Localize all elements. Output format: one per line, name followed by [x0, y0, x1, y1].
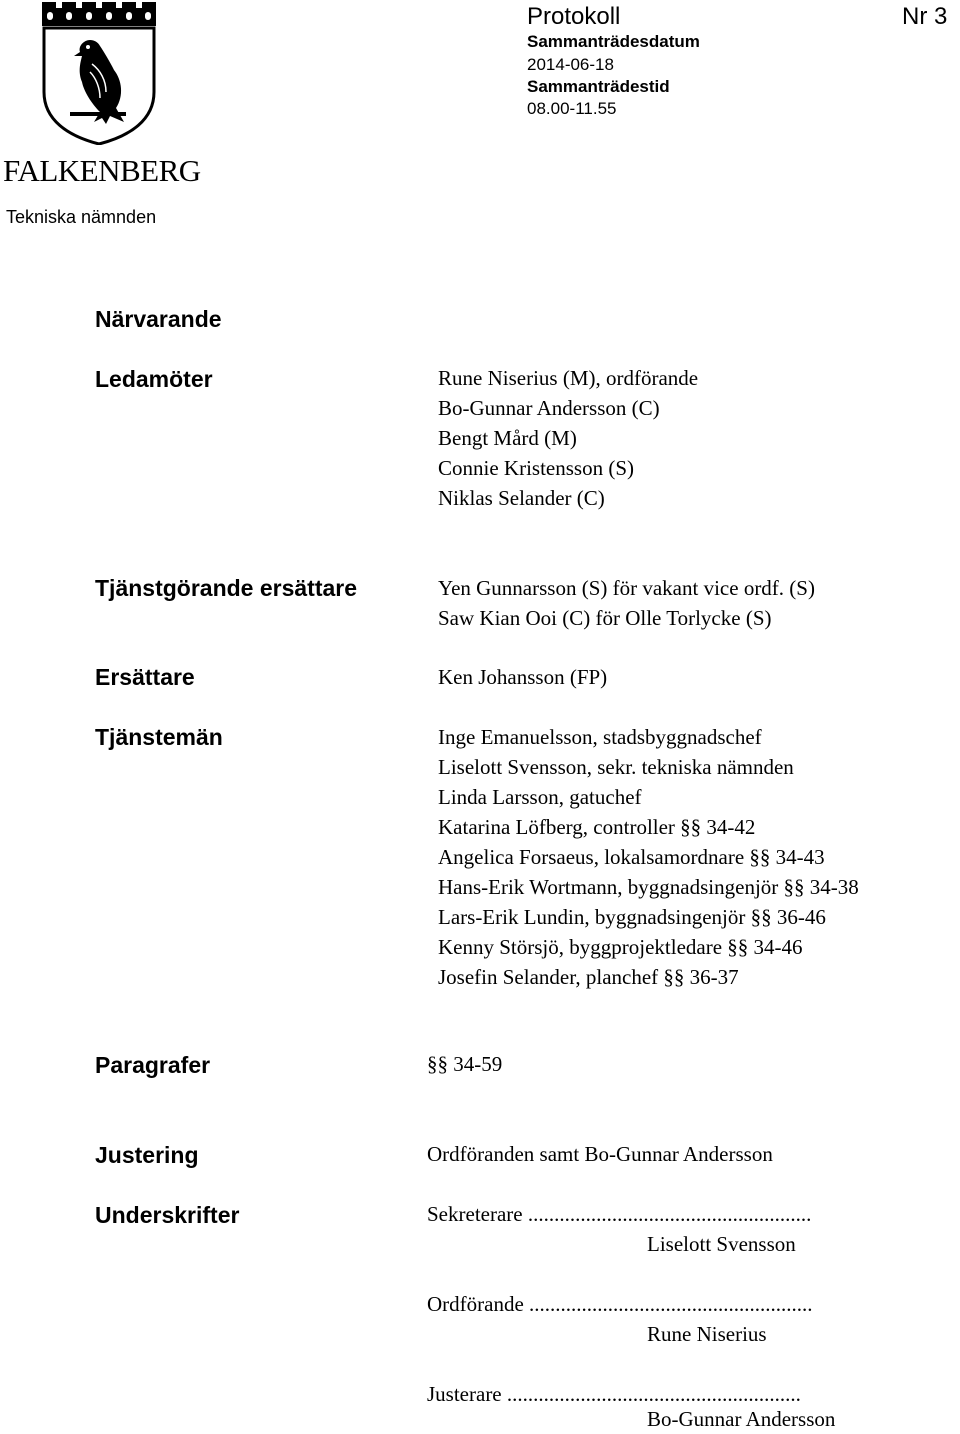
- falkenberg-coat-of-arms-logo: [40, 0, 158, 145]
- official-item: Liselott Svensson, sekr. tekniska nämnden: [438, 755, 794, 779]
- member-item: Niklas Selander (C): [438, 486, 605, 510]
- officials-label: Tjänstemän: [95, 724, 223, 750]
- signature-line-chair: Ordförande ......................................................: [427, 1292, 813, 1316]
- official-item: Hans-Erik Wortmann, byggnadsingenjör §§ 34-38: [438, 875, 859, 899]
- signature-line-adjuster: Justerare ........................................................: [427, 1382, 801, 1406]
- official-item: Josefin Selander, planchef §§ 36-37: [438, 965, 739, 989]
- serving-substitutes-label: Tjänstgörande ersättare: [95, 575, 358, 601]
- member-item: Rune Niserius (M), ordförande: [438, 366, 699, 390]
- signature-line-secretary: Sekreterare ......................................................: [427, 1202, 812, 1226]
- paragraphs-label: Paragrafer: [95, 1052, 211, 1078]
- adjustment-value: Ordföranden samt Bo-Gunnar Andersson: [427, 1142, 773, 1166]
- members-label: Ledamöter: [95, 366, 213, 392]
- meeting-date-label: Sammanträdesdatum: [527, 32, 700, 51]
- document-number: Nr 3: [902, 3, 948, 30]
- member-item: Connie Kristensson (S): [438, 456, 634, 480]
- signatures-label: Underskrifter: [95, 1202, 240, 1228]
- department-name: Tekniska nämnden: [6, 207, 157, 227]
- members-list: [438, 363, 698, 513]
- official-item: Linda Larsson, gatuchef: [438, 785, 642, 809]
- paragraphs-value: §§ 34-59: [427, 1052, 503, 1076]
- municipality-name: FALKENBERG: [3, 153, 201, 188]
- officials-list: [438, 722, 859, 992]
- signature-name-adjuster: Bo-Gunnar Andersson: [647, 1407, 836, 1431]
- signature-name-chair: Rune Niserius: [647, 1322, 767, 1346]
- present-heading: Närvarande: [95, 306, 222, 332]
- substitutes-label: Ersättare: [95, 664, 195, 690]
- serving-substitutes-list: [438, 573, 815, 633]
- meeting-time-label: Sammanträdestid: [527, 77, 670, 96]
- meeting-time: 08.00-11.55: [527, 99, 617, 118]
- member-item: Bo-Gunnar Andersson (C): [438, 396, 660, 420]
- official-item: Lars-Erik Lundin, byggnadsingenjör §§ 36-46: [438, 905, 826, 929]
- official-item: Inge Emanuelsson, stadsbyggnadschef: [438, 725, 762, 749]
- signature-name-secretary: Liselott Svensson: [647, 1232, 796, 1256]
- official-item: Kenny Störsjö, byggprojektledare §§ 34-46: [438, 935, 803, 959]
- official-item: Angelica Forsaeus, lokalsamordnare §§ 34-43: [438, 845, 825, 869]
- serving-substitute-item: Saw Kian Ooi (C) för Olle Torlycke (S): [438, 606, 772, 630]
- substitute-item: Ken Johansson (FP): [438, 665, 608, 689]
- member-item: Bengt Mård (M): [438, 426, 577, 450]
- adjustment-label: Justering: [95, 1142, 199, 1168]
- official-item: Katarina Löfberg, controller §§ 34-42: [438, 815, 756, 839]
- meeting-date: 2014-06-18: [527, 55, 614, 74]
- substitutes-list: [438, 662, 607, 692]
- document-type: Protokoll: [527, 3, 621, 30]
- serving-substitute-item: Yen Gunnarsson (S) för vakant vice ordf. (S): [438, 576, 815, 600]
